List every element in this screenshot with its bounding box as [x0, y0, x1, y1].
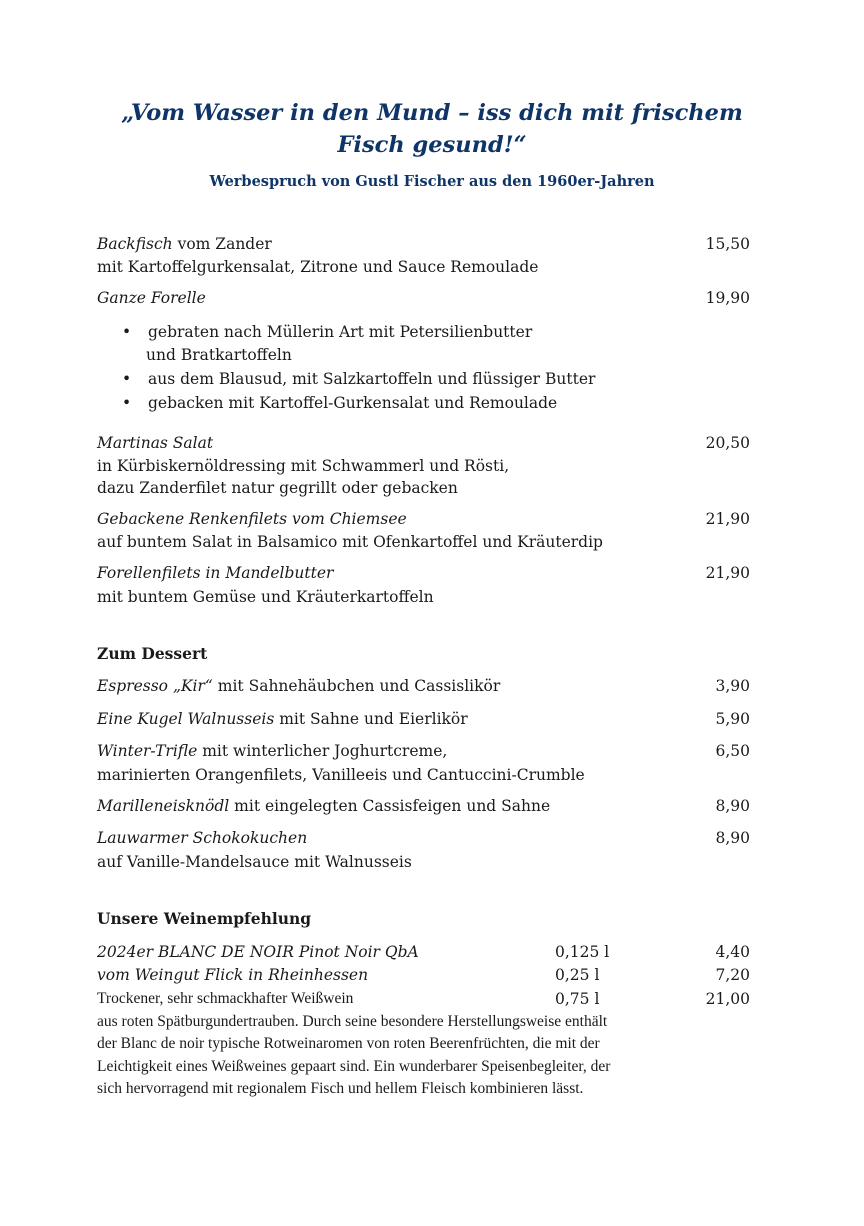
- menu-item-knoedl: [97, 795, 550, 817]
- menu-item-forelle: Ganze Forelle: [97, 289, 206, 307]
- item-name: Eine Kugel Walnusseis: [97, 710, 275, 728]
- title-line-2: Fisch gesund!“: [337, 132, 527, 158]
- item-price: 15,50: [705, 235, 750, 253]
- item-rest: mit Sahnehäubchen und Cassislikör: [212, 677, 501, 695]
- item-name: Backfisch: [97, 235, 173, 253]
- item-price: 8,90: [715, 797, 750, 815]
- menu-item-forellenfilets: Forellenfilets in Mandelbutter: [97, 564, 334, 582]
- menu-item-kuchen: Lauwarmer Schokokuchen: [97, 829, 308, 847]
- wine-price: 21,00: [705, 990, 750, 1008]
- item-description: mit buntem Gemüse und Kräuterkartoffeln: [97, 588, 434, 606]
- item-price: 3,90: [715, 677, 750, 695]
- item-price: 8,90: [715, 829, 750, 847]
- item-name: Espresso „Kir“: [97, 677, 213, 695]
- item-description: auf buntem Salat in Balsamico mit Ofenkartoffel und Kräuterdip: [97, 533, 603, 551]
- section-heading-dessert: Zum Dessert: [97, 644, 208, 663]
- wine-description-first: Trockener, sehr schmackhafter Weißwein: [97, 990, 354, 1007]
- menu-item-espresso: [97, 675, 500, 697]
- wine-size: 0,75 l: [555, 990, 600, 1008]
- menu-item-kugel: [97, 708, 468, 730]
- wine-origin: vom Weingut Flick in Rheinhessen: [97, 966, 369, 984]
- item-name: Winter-Trifle: [97, 742, 198, 760]
- item-name: Marilleneisknödl: [97, 797, 230, 815]
- item-rest: mit winterlicher Joghurtcreme,: [197, 742, 448, 760]
- item-rest: mit Sahne und Eierlikör: [274, 710, 468, 728]
- bullet-text: aus dem Blausud, mit Salzkartoffeln und flüssiger Butter: [148, 370, 596, 388]
- item-price: 21,90: [705, 510, 750, 528]
- item-description: dazu Zanderfilet natur gegrillt oder gebacken: [97, 479, 458, 497]
- menu-item-trifle: [97, 740, 447, 762]
- wine-name: 2024er BLANC DE NOIR Pinot Noir QbA: [97, 943, 419, 961]
- item-rest: mit eingelegten Cassisfeigen und Sahne: [229, 797, 551, 815]
- wine-price: 4,40: [715, 943, 750, 961]
- item-description: mit Kartoffelgurkensalat, Zitrone und Sauce Remoulade: [97, 258, 539, 276]
- item-rest: vom Zander: [172, 235, 272, 253]
- bullet-text: gebraten nach Müllerin Art mit Petersilienbutter: [148, 323, 533, 341]
- wine-text-line: sich hervorragend mit regionalem Fisch und hellem Fleisch kombinieren lässt.: [97, 1080, 584, 1097]
- item-description: marinierten Orangenfilets, Vanilleeis und Cantuccini-Crumble: [97, 766, 585, 784]
- bullet-text: gebacken mit Kartoffel-Gurkensalat und Remoulade: [148, 394, 558, 412]
- subtitle: Werbespruch von Gustl Fischer aus den 1960er-Jahren: [209, 173, 655, 190]
- item-price: 21,90: [705, 564, 750, 582]
- wine-size: 0,125 l: [555, 943, 610, 961]
- bullet-icon: •: [122, 394, 132, 412]
- item-description: in Kürbiskernöldressing mit Schwammerl und Rösti,: [97, 457, 510, 475]
- menu-item-salat: Martinas Salat: [97, 434, 214, 452]
- bullet-icon: •: [122, 370, 132, 388]
- item-price: 20,50: [705, 434, 750, 452]
- item-price: 5,90: [715, 710, 750, 728]
- section-heading-wine: Unsere Weinempfehlung: [97, 909, 312, 928]
- wine-price: 7,20: [715, 966, 750, 984]
- title-line-1: „Vom Wasser in den Mund – iss dich mit frischem: [121, 100, 743, 126]
- item-price: 6,50: [715, 742, 750, 760]
- bullet-text-continued: und Bratkartoffeln: [146, 346, 292, 364]
- menu-item-renken: Gebackene Renkenfilets vom Chiemsee: [97, 510, 407, 528]
- wine-text-line: aus roten Spätburgundertrauben. Durch seine besondere Herstellungsweise enthält: [97, 1013, 608, 1030]
- wine-size: 0,25 l: [555, 966, 600, 984]
- item-description: auf Vanille-Mandelsauce mit Walnusseis: [97, 853, 412, 871]
- item-price: 19,90: [705, 289, 750, 307]
- menu-item-backfisch: [97, 233, 272, 255]
- wine-text-line: der Blanc de noir typische Rotweinaromen von roten Beerenfrüchten, die mit der: [97, 1035, 600, 1052]
- bullet-icon: •: [122, 323, 132, 341]
- wine-text-line: Leichtigkeit eines Weißweines gepaart sind. Ein wunderbarer Speisenbegleiter, der: [97, 1058, 611, 1075]
